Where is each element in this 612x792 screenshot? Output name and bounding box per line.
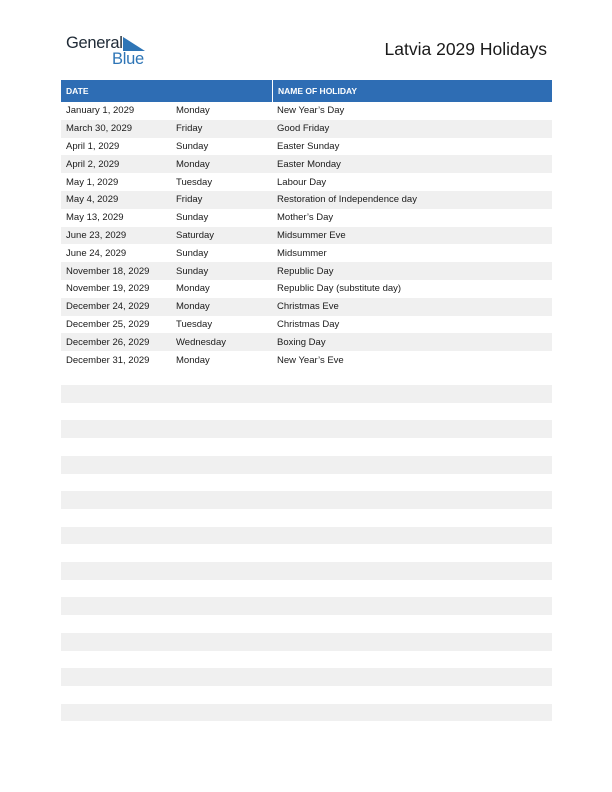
cell-weekday: Saturday	[176, 229, 215, 241]
cell-weekday: Monday	[176, 283, 210, 295]
cell-date: June 24, 2029	[66, 247, 127, 259]
cell-holiday-name: New Year’s Day	[277, 105, 345, 117]
cell-holiday-name: Republic Day	[277, 265, 334, 277]
cell-holiday-name: Christmas Day	[277, 318, 340, 330]
table-row	[61, 155, 552, 173]
cell-holiday-name: Restoration of Independence day	[277, 194, 417, 206]
cell-date: November 19, 2029	[66, 283, 150, 295]
cell-holiday-name: Christmas Eve	[277, 301, 339, 313]
cell-date: December 26, 2029	[66, 336, 150, 348]
table-body	[61, 102, 552, 369]
logo-triangle-icon	[123, 37, 145, 51]
table-row	[61, 298, 552, 316]
page-title: Latvia 2029 Holidays	[384, 39, 547, 59]
cell-date: January 1, 2029	[66, 105, 135, 117]
column-header-date: DATE	[66, 86, 89, 96]
cell-weekday: Friday	[176, 123, 203, 135]
cell-weekday: Sunday	[176, 247, 209, 259]
table-row	[61, 227, 552, 245]
cell-weekday: Friday	[176, 194, 203, 206]
logo	[66, 34, 156, 68]
cell-date: April 1, 2029	[66, 140, 120, 152]
cell-holiday-name: Easter Sunday	[277, 140, 340, 152]
cell-holiday-name: Labour Day	[277, 176, 327, 188]
table-row	[61, 333, 552, 351]
cell-date: December 31, 2029	[66, 354, 150, 366]
cell-holiday-name: Good Friday	[277, 123, 330, 135]
empty-row	[61, 562, 552, 580]
cell-holiday-name: Midsummer	[277, 247, 327, 259]
logo-text-blue: Blue	[112, 50, 144, 68]
cell-weekday: Wednesday	[176, 336, 226, 348]
cell-holiday-name: Boxing Day	[277, 336, 326, 348]
empty-row	[61, 456, 552, 474]
cell-date: December 24, 2029	[66, 301, 150, 313]
table-row	[61, 351, 552, 369]
cell-date: May 13, 2029	[66, 212, 124, 224]
holiday-table	[61, 80, 552, 369]
empty-row	[61, 704, 552, 722]
cell-holiday-name: New Year’s Eve	[277, 354, 344, 366]
table-row	[61, 138, 552, 156]
table-row	[61, 102, 552, 120]
empty-row	[61, 633, 552, 651]
table-row	[61, 316, 552, 334]
empty-rows	[61, 385, 552, 739]
cell-weekday: Tuesday	[176, 176, 213, 188]
cell-date: April 2, 2029	[66, 158, 120, 170]
empty-row	[61, 420, 552, 438]
cell-holiday-name: Easter Monday	[277, 158, 341, 170]
cell-weekday: Monday	[176, 354, 210, 366]
empty-row	[61, 527, 552, 545]
table-row	[61, 173, 552, 191]
cell-date: May 1, 2029	[66, 176, 119, 188]
cell-date: March 30, 2029	[66, 123, 133, 135]
table-row	[61, 120, 552, 138]
cell-date: November 18, 2029	[66, 265, 150, 277]
cell-weekday: Monday	[176, 105, 210, 117]
table-row	[61, 191, 552, 209]
cell-date: June 23, 2029	[66, 229, 127, 241]
cell-weekday: Tuesday	[176, 318, 213, 330]
cell-weekday: Sunday	[176, 140, 209, 152]
logo-text-general: General	[66, 34, 123, 52]
empty-row	[61, 668, 552, 686]
column-header-holiday-name: NAME OF HOLIDAY	[278, 86, 358, 96]
cell-weekday: Monday	[176, 301, 210, 313]
empty-row	[61, 385, 552, 403]
table-header	[61, 80, 552, 102]
table-row	[61, 262, 552, 280]
cell-holiday-name: Mother’s Day	[277, 212, 334, 224]
table-row	[61, 209, 552, 227]
cell-holiday-name: Republic Day (substitute day)	[277, 283, 402, 295]
cell-weekday: Sunday	[176, 265, 209, 277]
empty-row	[61, 597, 552, 615]
empty-row	[61, 491, 552, 509]
cell-weekday: Sunday	[176, 212, 209, 224]
cell-date: May 4, 2029	[66, 194, 119, 206]
cell-holiday-name: Midsummer Eve	[277, 229, 346, 241]
cell-date: December 25, 2029	[66, 318, 150, 330]
table-row	[61, 280, 552, 298]
cell-weekday: Monday	[176, 158, 210, 170]
table-row	[61, 244, 552, 262]
